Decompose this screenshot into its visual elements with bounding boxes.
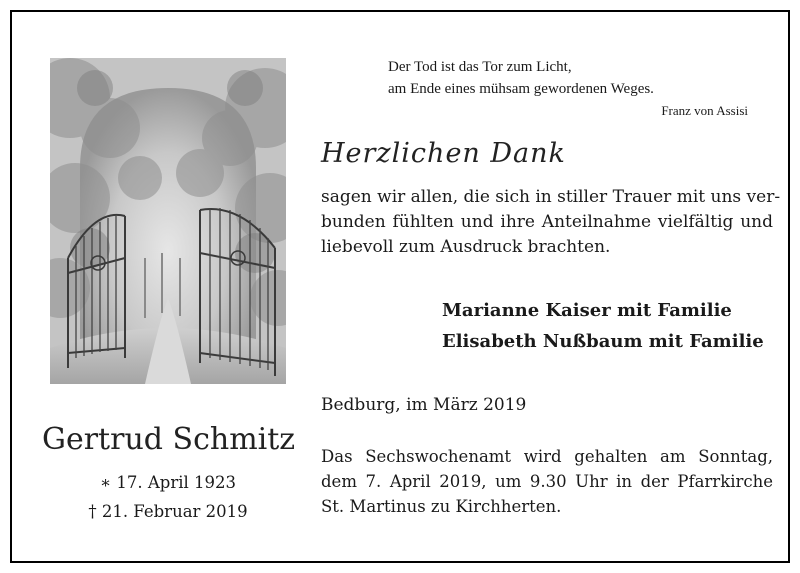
message-line-1: sagen wir allen, die sich in stiller Trauer mit uns ver- bbox=[321, 187, 781, 207]
message-line-3: liebevoll zum Ausdruck brachten. bbox=[321, 237, 611, 257]
place-date: Bedburg, im März 2019 bbox=[321, 395, 527, 415]
family-name-1: Marianne Kaiser mit Familie bbox=[442, 300, 732, 321]
service-line-2: dem 7. April 2019, um 9.30 Uhr in der Pfarrkirche bbox=[321, 472, 773, 491]
death-date: † 21. Februar 2019 bbox=[88, 502, 248, 521]
service-line-3: St. Martinus zu Kirchherten. bbox=[321, 497, 562, 516]
family-name-2: Elisabeth Nußbaum mit Familie bbox=[442, 331, 764, 352]
notice-frame bbox=[10, 10, 790, 563]
gate-photo bbox=[50, 58, 286, 384]
gate-photo-illustration bbox=[50, 58, 286, 384]
life-dates bbox=[42, 468, 294, 526]
message-line-2: bunden fühlten und ihre Anteilnahme vielfältig und bbox=[321, 212, 773, 232]
quote-author: Franz von Assisi bbox=[661, 103, 748, 118]
quote-line-2: am Ende eines mühsam gewordenen Weges. bbox=[388, 81, 654, 97]
quote-line-1: Der Tod ist das Tor zum Licht, bbox=[388, 59, 572, 75]
thank-you-message bbox=[321, 185, 781, 260]
family-signatures bbox=[442, 295, 764, 357]
service-announcement bbox=[321, 444, 773, 519]
thank-you-heading: Herzlichen Dank bbox=[321, 138, 566, 169]
birth-date: ∗ 17. April 1923 bbox=[99, 473, 237, 492]
deceased-name: Gertrud Schmitz bbox=[42, 422, 296, 457]
service-line-1: Das Sechswochenamt wird gehalten am Sonntag, bbox=[321, 447, 773, 466]
